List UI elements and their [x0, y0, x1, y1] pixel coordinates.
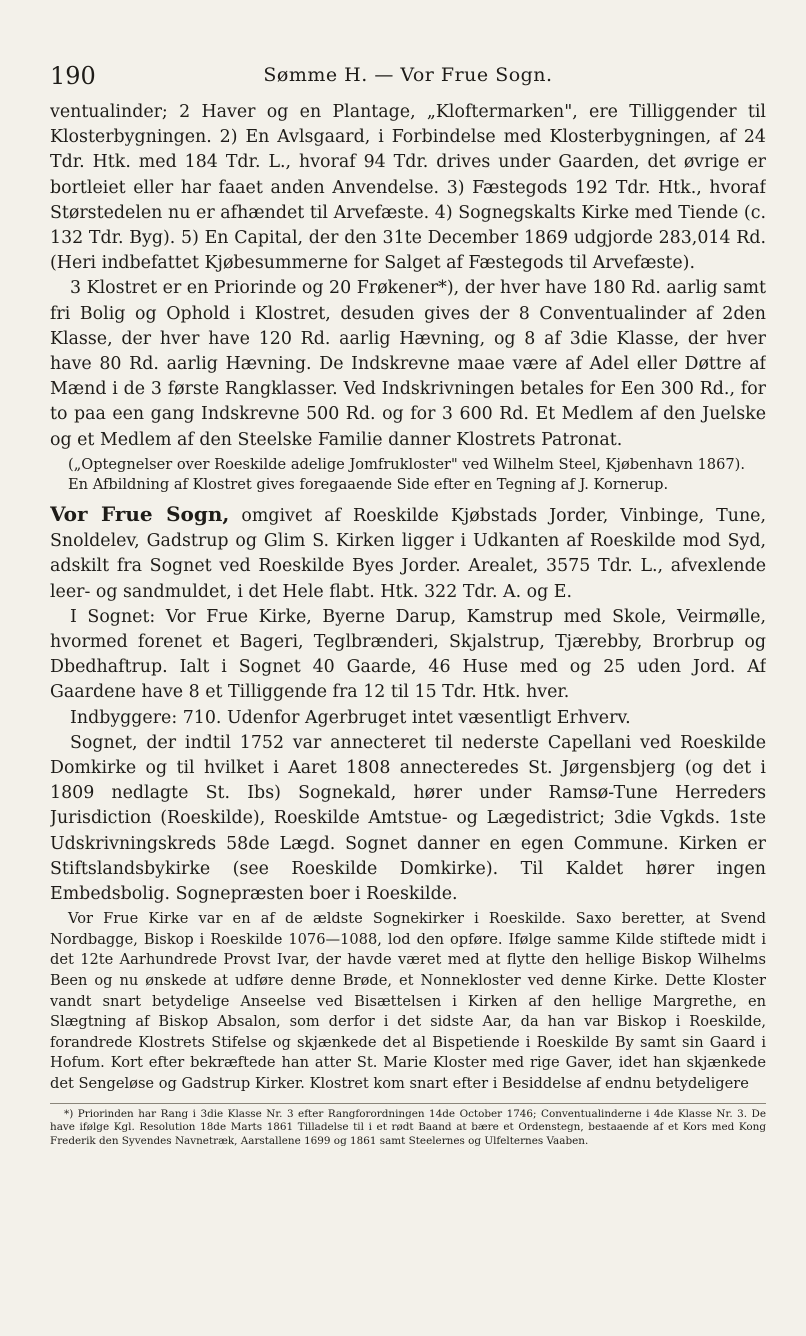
text-column — [50, 100, 766, 1326]
paragraph-parish-admin: Sognet, der indtil 1752 var annecteret til nederste Capellani ved Roeskilde Domkirke og til hvilket i Aaret 1808 annecteredes St. Jørgensbjerg (og det i 1809 nedlagte St. Ibs) Sognekald, hører under Ramsø-Tune Herreders Jurisdiction (Roeskilde), Roeskilde Amtstue- og Lægedistrict; 3die Vgkds. 1ste Udskrivningskreds 58de Lægd. Sognet danner en egen Commune. Kirken er Stiftslandsbykirke (see Roeskilde Domkirke). Til Kaldet hører ingen Embedsbolig. Sognepræsten boer i Roeskilde. — [50, 732, 766, 905]
paragraph-history: Vor Frue Kirke var en af de ældste Sognekirker i Roeskilde. Saxo beretter, at Svend Nordbagge, Biskop i Roeskilde 1076—1088, lod den opføre. Ifølge samme Kilde stiftede midt i det 12te Aarhundrede Provst Ivar, der havde været med at flytte den hellige Biskop Wilhelms Been og nu ønskede at udføre denne Brøde, et Nonnekloster ved denne Kirke. Dette Kloster vandt snart betydelige Anseelse ved Bisættelsen i Kirken af den hellige Margrethe, en Slægtning af Biskop Absalon, som derfor i det sidste Aar, da han var Biskop i Roeskilde, forandrede Klostrets Stifelse og skjænkede det al Bispetiende i Roeskilde By samt sin Gaard i Hofum. Kort efter bekræftede han atter St. Marie Kloster med rige Gaver, idet han skjænkede det Sengeløse og Gadstrup Kirker. Klostret kom snart efter i Besiddelse af endnu betydeligere — [50, 910, 766, 1093]
paragraph-inhabitants: Indbyggere: 710. Udenfor Agerbruget intet væsentligt Erhverv. — [70, 707, 631, 728]
running-head: Sømme H. — Vor Frue Sogn. — [263, 64, 553, 86]
paragraph-revenues: ventualinder; 2 Haver og en Plantage, „Kloftermarken", ere Tilliggender til Klosterbygningen. 2) En Avlsgaard, i Forbindelse med Klosterbygningen, af 24 Tdr. Htk. med 184 Tdr. L., hvoraf 94 Tdr. drives under Gaarden, det øvrige er bortleiet eller har faaet anden Anvendelse. 3) Fæstegods 192 Tdr. Htk., hvoraf Størstedelen nu er afhændet til Arvefæste. 4) Sognegskalts Kirke med Tiende (c. 132 Tdr. Byg). 5) En Capital, der den 31te December 1869 udgjorde 283,014 Rd. (Heri indbefattet Kjøbesummerne for Salget af Fæstegods til Arvefæste). — [50, 102, 766, 274]
section-intro-text: omgivet af Roeskilde Kjøbstads Jorder, Vinbinge, Tune, Snoldelev, Gadstrup og Glim S. Kirken ligger i Udkanten af Roeskilde mod Syd, adskilt fra Sognet ved Roeskilde Byes Jorder. Arealet, 3575 Tdr. L., afvexlende leer- og sandmuldet, i det Hele flabt. Htk. 322 Tdr. A. og E. — [50, 506, 766, 602]
footnote: *) Priorinden har Rang i 3die Klasse Nr. 3 efter Rangforordningen 14de October 1746; Conventualinderne i 4de Klasse Nr. 3. De have ifølge Kgl. Resolution 18de Marts 1861 Tilladelse til i et rødt Baand at bære et Ordenstegn, bestaaende af et Kors med Kong Frederik den Syvendes Navnetræk, Aarstallene 1699 og 1861 samt Steelernes og Ulfelternes Vaaben. — [50, 1103, 766, 1149]
source-citation: („Optegnelser over Roeskilde adelige Jomfrukloster" ved Wilhelm Steel, Kjøbenhavn 1867). — [68, 455, 745, 473]
section-intro — [50, 502, 766, 605]
page-header — [50, 62, 766, 90]
page-number: 190 — [50, 62, 96, 90]
illustration-note: En Afbildning af Klostret gives foregaaende Side efter en Tegning af J. Kornerup. — [68, 476, 669, 494]
paragraph-convent-members: 3 Klostret er en Priorinde og 20 Frøkener*), der hver have 180 Rd. aarlig samt fri Bolig og Ophold i Klostret, desuden gives der 8 Conventualinder af 2den Klasse, der hver have 120 Rd. aarlig Hævning, og 8 af 3die Klasse, der hver have 80 Rd. aarlig Hævning. De Indskrevne maae være af Adel eller Døttre af Mænd i de 3 første Rangklasser. Ved Indskrivningen betales for Een 300 Rd., for to paa een gang Indskrevne 500 Rd. og for 3 600 Rd. Et Medlem af den Juelske og et Medlem af den Steelske Familie danner Klostrets Patronat. — [50, 278, 766, 450]
section-keyword: Vor Frue Sogn, — [50, 502, 230, 527]
paragraph-villages: I Sognet: Vor Frue Kirke, Byerne Darup, Kamstrup med Skole, Veirmølle, hvormed forenet et Bageri, Teglbrænderi, Skjalstrup, Tjærebby, Brorbrup og Dbedhaftrup. Ialt i Sognet 40 Gaarde, 46 Huse med og 25 uden Jord. Af Gaardene have 8 et Tilliggende fra 12 til 15 Tdr. Htk. hver. — [50, 606, 766, 703]
